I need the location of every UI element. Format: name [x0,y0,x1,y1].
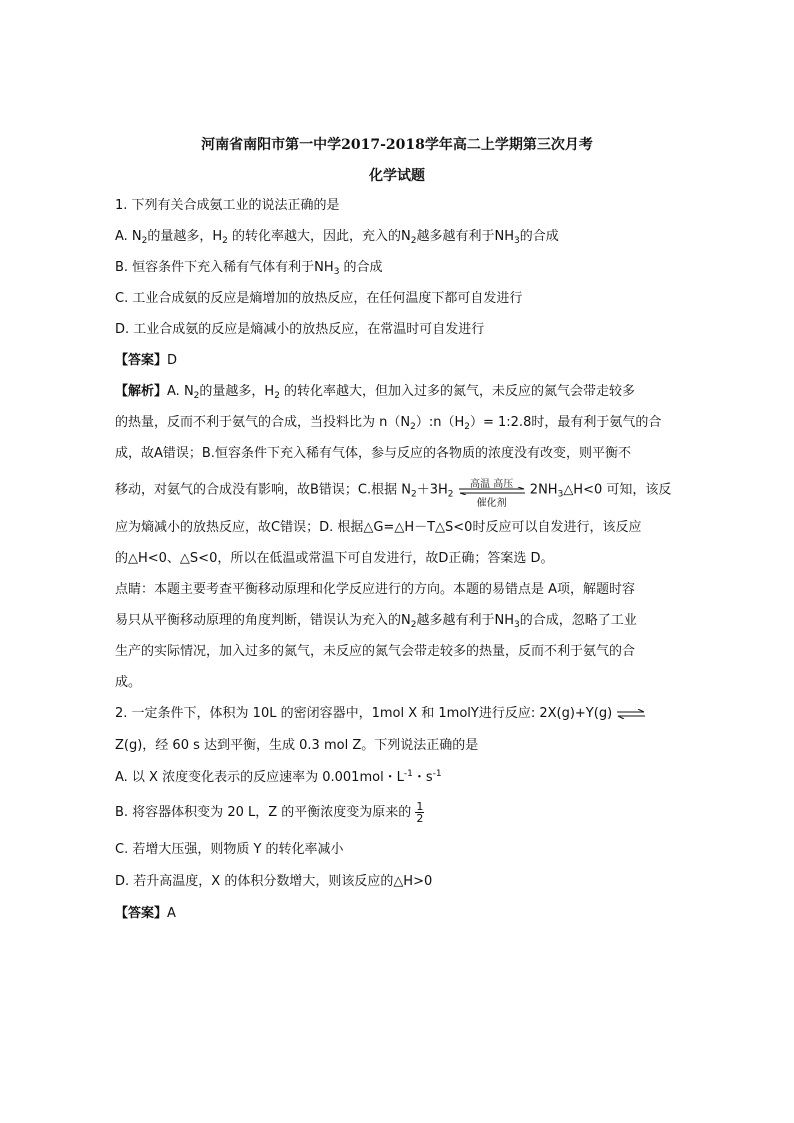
q1-analysis-line-2: 的热量，反而不利于氨气的合成，当投料比为 $n(N_2):n(H_2)=$ 1:2.8时，最有利于氨气的合 [115,415,662,432]
q1-option-d: D. 工业合成氨的反应是熵减小的放热反应，在常温时可自发进行 [115,322,485,337]
q1-note-line-1: 点睛：本题主要考查平衡移动原理和化学反应进行的方向。本题的易错点是 A项，解题时容 [115,582,636,597]
q2-option-a: A. 以 X 浓度变化表示的反应速率为 0.001mol・$L^{-1}$・$s^{-1}$ [115,769,442,785]
q1-option-c: C. 工业合成氨的反应是熵增加的放热反应，在任何温度下都可自发进行 [115,291,523,306]
q1-stem: 1. 下列有关合成氨工业的说法正确的是 [115,198,340,213]
q2-stem-line-2: Z(g)，经 60 s 达到平衡，生成 0.3 mol Z。下列说法正确的是 [115,738,479,753]
reversible-arrow-icon: 高温 高压 催化剂 [458,480,526,500]
q2-option-c: C. 若增大压强，则物质 Y 的转化率减小 [115,842,344,857]
q1-option-b: B. 恒容条件下充入稀有气体有利于$NH_3$ 的合成 [115,260,383,277]
q1-analysis-line-4: 移动，对氨气的合成没有影响，故B错误；C.根据 $N_2+3H_2$ 高温 高压 催化剂 $2NH_3\triangle H<0$ 可知，该反 [115,479,672,509]
q1-option-a: A. $N_2$的量越多，$H_2$ 的转化率越大，因此，充入的$N_2$越多越有利于$NH_3$的合成 [115,229,559,246]
q1-note-line-2: 易只从平衡移动原理的角度判断，错误认为充入的$N_2$越多越有利于$NH_3$的合成，忽略了工业 [115,613,637,630]
q1-answer: 【答案】D [115,353,178,368]
document-subtitle: 化学试题 [369,168,425,184]
equilibrium-arrow-icon [616,709,646,719]
q2-stem-line-1: 2. 一定条件下，体积为 10L 的密闭容器中，1mol X 和 1molY进行反应: 2X(g)+Y(g) [115,704,646,724]
q2-option-d: D. 若升高温度，X 的体积分数增大，则该反应的△H>0 [115,874,433,889]
q1-analysis-line-1: 【解析】A. $N_2$的量越多，$H_2$ 的转化率越大，但加入过多的氮气，未反应的氮气会带走较多 [115,384,636,401]
q2-answer: 【答案】A [115,906,176,921]
q2-option-b: B. 将容器体积变为 20 L，Z 的平衡浓度变为原来的 $\frac{1}{2}$ [115,800,424,825]
q1-analysis-line-5: 应为熵减小的放热反应，故C错误；D. 根据△G=△H－T△S<0时反应可以自发进行，该反应 [115,520,642,535]
q1-analysis-line-6: 的△H<0、△S<0，所以在低温或常温下可自发进行，故D正确；答案选 D。 [115,551,554,566]
q1-note-line-4: 成。 [115,675,142,690]
q1-note-line-3: 生产的实际情况，加入过多的氮气，未反应的氮气会带走较多的热量，反而不利于氨气的合 [115,644,636,659]
fraction-one-half: $\frac{1}{2}$ [416,800,424,825]
q1-analysis-line-3: 成，故A错误；B.恒容条件下充入稀有气体，参与反应的各物质的浓度没有改变，则平衡不 [115,446,631,461]
document-title: 河南省南阳市第一中学2017-2018学年高二上学期第三次月考 [201,137,593,153]
